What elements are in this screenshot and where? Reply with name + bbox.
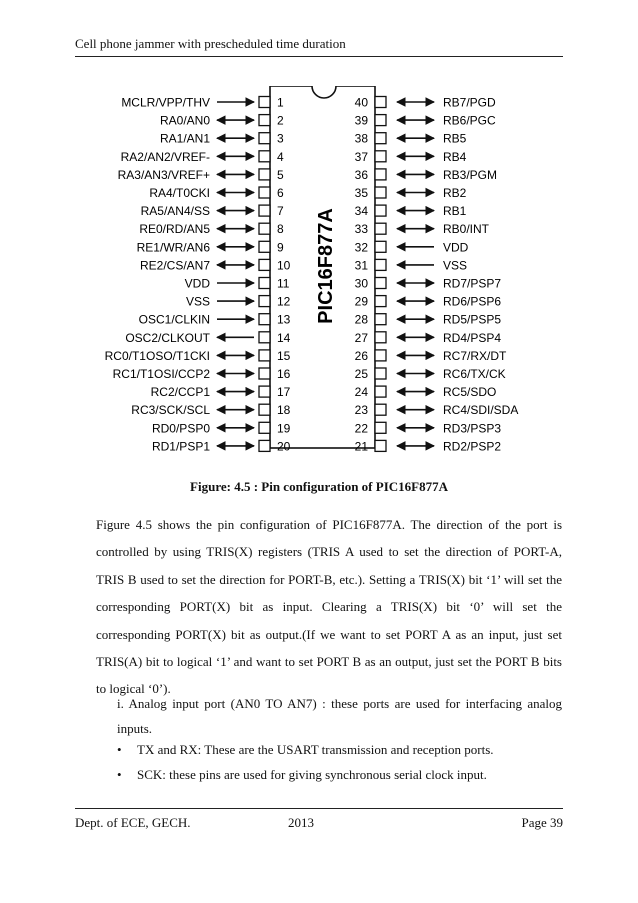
left-pin-8 [139,222,284,236]
bullet-icon: • [117,742,122,757]
left-pin-3 [160,132,284,146]
pin-name: RB6/PGC [443,113,496,128]
pin-number: 21 [354,439,368,454]
left-pin-1 [121,96,284,110]
pin-number: 25 [354,367,368,381]
pin-name: OSC1/CLKIN [138,312,210,327]
pin-stub [259,350,270,361]
figure-caption: Figure: 4.5 : Pin configuration of PIC16F877A [190,479,448,494]
pin-number: 15 [277,348,291,363]
bullet-sck: SCK: these pins are used for giving synchronous serial clock input. [137,767,487,782]
pin-name: VDD [443,240,469,255]
pin-stub [259,169,270,180]
pin-number: 38 [354,131,368,146]
footer-year: 2013 [288,815,314,830]
pin-stub [259,241,270,252]
left-pin-7 [141,204,284,218]
pin-number: 27 [354,330,368,345]
pin-name: RD6/PSP6 [443,294,502,309]
right-pin-21 [355,439,502,453]
pin-name: RA5/AN4/SS [140,204,210,219]
right-pin-36 [355,168,497,182]
pin-stub [259,223,270,234]
left-pin-10 [140,258,291,272]
pin-stub [259,151,270,162]
chip-label: PIC16F877A [315,208,337,324]
pin-stub [259,115,270,126]
pin-stub [375,97,386,108]
pin-stub [375,314,386,325]
pin-number: 12 [277,294,291,309]
right-pin-22 [355,421,502,435]
pin-name: RB7/PGD [443,95,496,110]
right-pin-25 [355,367,506,381]
pin-name: RD0/PSP0 [151,421,210,436]
left-pin-12 [186,295,291,309]
pin-stub [375,223,386,234]
pin-stub [259,368,270,379]
pin-name: RB2 [443,186,467,200]
pin-stub [375,205,386,216]
pin-stub [375,422,386,433]
pin-stub [375,241,386,252]
pin-number: 40 [354,95,368,110]
pin-name: RC2/CCP1 [150,385,210,400]
pin-name: RD4/PSP4 [443,330,502,345]
analog-input-item: i. Analog input port (AN0 TO AN7) : these ports are used for interfacing analog inputs. [117,696,562,736]
pin-number: 5 [277,167,284,182]
pin-stub [375,404,386,415]
right-pin-33 [355,222,490,236]
pin-stub [375,278,386,289]
pin-name: RD2/PSP2 [443,439,502,454]
footer-rule [75,808,563,809]
right-pin-30 [355,277,502,291]
pin-number: 29 [354,294,368,309]
pin-number: 1 [277,95,284,110]
pin-number: 10 [277,258,291,273]
pin-stub [259,440,270,451]
right-pin-32 [355,240,469,254]
right-pin-28 [355,313,502,327]
pin-number: 7 [277,204,284,219]
pin-number: 28 [354,312,368,327]
pin-stub [259,332,270,343]
header-rule [75,56,563,57]
left-pin-15 [105,349,291,363]
pin-name: RB4 [443,149,467,164]
pin-number: 26 [354,348,368,363]
left-pin-20 [152,439,291,453]
pin-name: VDD [184,276,210,291]
right-pin-35 [355,186,467,200]
pin-name: RA2/AN2/VREF- [120,149,210,164]
pin-stub [375,259,386,270]
pin-stub [375,386,386,397]
pin-name: RE2/CS/AN7 [139,258,210,273]
pin-number: 18 [277,403,291,418]
pin-stub [375,350,386,361]
pin-name: RC4/SDI/SDA [443,403,519,418]
left-pin-13 [139,313,291,327]
pin-diagram [100,86,540,456]
right-pin-group [355,96,519,454]
pin-number: 23 [354,403,368,418]
pin-stub [259,296,270,307]
pin-stub [259,386,270,397]
pin-number: 22 [354,421,368,436]
pin-number: 24 [354,385,368,400]
footer-page-number: Page 39 [521,815,563,830]
pin-stub [259,422,270,433]
left-pin-19 [152,421,291,435]
pin-name: VSS [443,258,468,273]
page-header-title: Cell phone jammer with prescheduled time duration [75,36,346,51]
pin-stub [375,151,386,162]
pin-name: RD7/PSP7 [443,276,502,291]
right-pin-26 [355,349,507,363]
right-pin-34 [355,204,467,218]
pin-stub [375,187,386,198]
left-pin-16 [113,367,291,381]
pin-name: RE0/RD/AN5 [139,222,210,237]
pin-name: RC7/RX/DT [443,348,507,363]
pin-stub [375,368,386,379]
pin-number: 30 [354,276,368,291]
left-pin-group [105,96,291,454]
pin-number: 4 [277,149,284,164]
left-pin-11 [185,277,290,291]
pin-number: 14 [277,330,291,345]
left-pin-18 [131,403,290,417]
pin-name: RC1/T1OSI/CCP2 [112,367,210,381]
pin-name: RD3/PSP3 [443,421,502,436]
pin-name: RA1/AN1 [159,131,210,146]
pin-stub [259,187,270,198]
pin-number: 2 [277,113,284,128]
pin-stub [375,296,386,307]
pin-name: RB3/PGM [443,167,498,182]
pin-number: 16 [277,367,291,381]
body-paragraph: Figure 4.5 shows the pin configuration of PIC16F877A. The direction of the port is controlled by using TRIS(X) registers (TRIS A used to set the direction of PORT-A, TRIS B used to set the direction for PORT-B, etc.). Setting a TRIS(X) bit ‘1’ will set the corresponding PORT(X) bit as input. Clearing a TRIS(X) bit ‘0’ will set the corresponding PORT(X) bit as output.(If we want to set PORT A as an input, just set TRIS(A) bit to logical ‘1’ and want to set PORT B as an output, just set the PORT B bits to logical ‘0’). [96,517,562,697]
pin-number: 32 [354,240,368,255]
pin-name: RA3/AN3/VREF+ [117,167,210,182]
right-pin-39 [355,114,496,128]
pin-number: 20 [277,439,291,454]
left-pin-5 [118,168,284,182]
pin-name: RA0/AN0 [159,113,210,128]
pin-number: 3 [277,131,284,146]
left-pin-4 [121,150,284,164]
pin-name: OSC2/CLKOUT [125,330,210,345]
right-pin-24 [355,385,497,399]
left-pin-14 [125,331,290,345]
pin-stub [259,205,270,216]
pin-stub [259,259,270,270]
footer-department: Dept. of ECE, GECH. [75,815,191,830]
pin-number: 19 [277,421,291,436]
pin-name: RA4/T0CKI [149,186,210,200]
pin-name: RC0/T1OSO/T1CKI [104,348,210,363]
right-pin-37 [355,150,467,164]
right-pin-29 [355,295,502,309]
bullet-icon: • [117,767,122,782]
pin-number: 35 [354,186,368,200]
right-pin-40 [355,96,496,110]
pin-name: RB5 [443,131,467,146]
bullet-tx-rx: TX and RX: These are the USART transmission and reception ports. [137,742,494,757]
pin-name: RC3/SCK/SCL [131,403,210,418]
pin-stub [259,314,270,325]
pin-number: 8 [277,222,284,237]
pin-stub [259,278,270,289]
pin-number: 13 [277,312,291,327]
pin-number: 34 [354,204,368,219]
pin-name: RC6/TX/CK [443,367,506,381]
pin-number: 17 [277,385,291,400]
pin-number: 31 [354,258,368,273]
pin-stub [375,169,386,180]
pin-stub [259,404,270,415]
left-pin-6 [149,186,284,200]
pin-stub [375,440,386,451]
pin-name: RE1/WR/AN6 [136,240,210,255]
pin-number: 39 [354,113,368,128]
pin-number: 33 [354,222,368,237]
pin-name: RC5/SDO [443,385,497,400]
pin-number: 37 [354,149,368,164]
right-pin-31 [355,258,467,272]
right-pin-23 [355,403,519,417]
right-pin-38 [355,132,467,146]
pin-name: RD1/PSP1 [151,439,210,454]
right-pin-27 [355,331,502,345]
pin-name: VSS [185,294,210,309]
pin-stub [375,115,386,126]
pin-name: RD5/PSP5 [443,312,502,327]
pin-number: 36 [354,167,368,182]
left-pin-9 [137,240,284,254]
pin-stub [259,97,270,108]
pin-name: RB1 [443,204,467,219]
pin-name: MCLR/VPP/THV [121,95,210,110]
pin-number: 11 [277,276,290,291]
left-pin-2 [160,114,284,128]
left-pin-17 [151,385,291,399]
pin-stub [259,133,270,144]
pin-number: 9 [277,240,284,255]
pin-number: 6 [277,186,284,200]
pin-stub [375,133,386,144]
pin-name: RB0/INT [443,222,490,237]
pin-stub [375,332,386,343]
